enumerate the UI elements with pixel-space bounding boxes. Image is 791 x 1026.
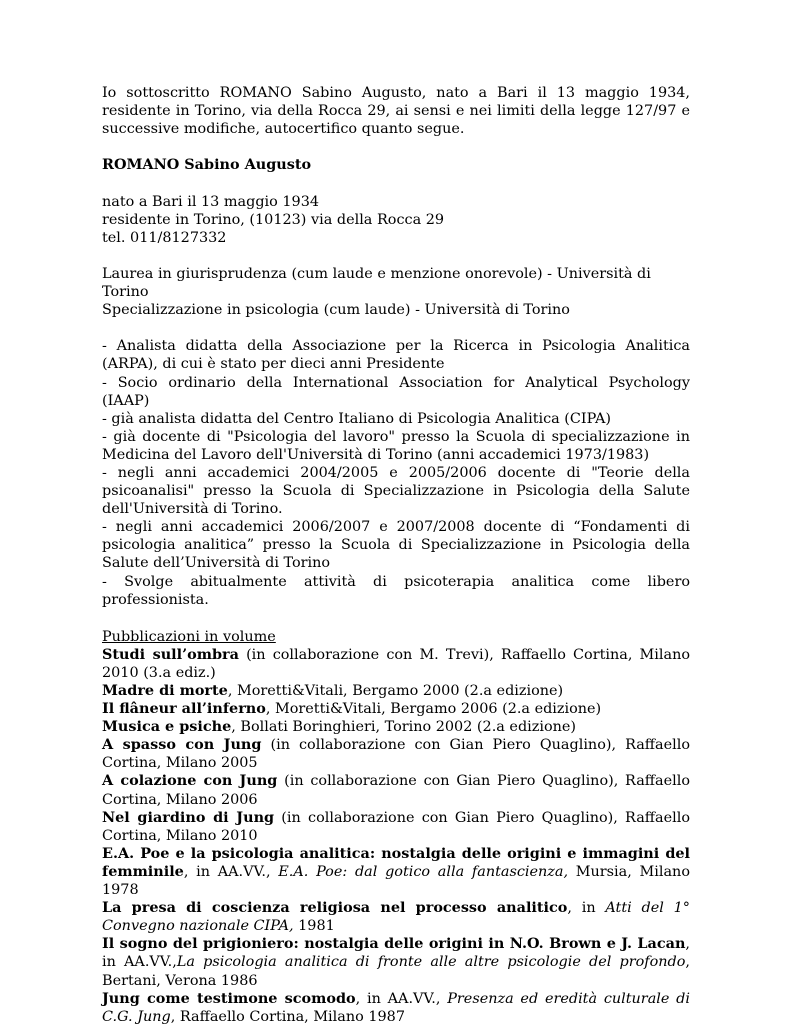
- activity-item: - già analista didatta del Centro Italiano di Psicologia Analitica (CIPA): [102, 410, 611, 427]
- publication-title: Jung come testimone scomodo: [102, 989, 356, 1007]
- activity-item: - negli anni accademici 2004/2005 e 2005/2006 docente di "Teorie della psicoanalisi" presso la Scuola di Specializzazione in Psicologia della Salute dell'Università di Torino.: [102, 464, 690, 518]
- publication-entry: Jung come testimone scomodo, in AA.VV., Presenza ed eredità culturale di C.G. Jung, Raffaello Cortina, Milano 1987: [102, 989, 690, 1025]
- publication-entry: A colazione con Jung (in collaborazione con Gian Piero Quaglino), Raffaello Cortina, Milano 2006: [102, 772, 690, 808]
- document-page: [102, 84, 690, 1026]
- publications-list: [102, 646, 690, 1026]
- activity-item: - Svolge abitualmente attività di psicoterapia analitica come libero professionista.: [102, 573, 690, 608]
- degree-law: Laurea in giurisprudenza (cum laude e menzione onorevole) - Università di Torino: [102, 265, 651, 301]
- name-heading: ROMANO Sabino Augusto: [102, 156, 312, 174]
- residence-line: residente in Torino, (10123) via della Rocca 29: [102, 211, 445, 228]
- publication-entry: Madre di morte, Moretti&Vitali, Bergamo 2000 (2.a edizione): [102, 682, 564, 699]
- publication-entry: Studi sull’ombra (in collaborazione con M. Trevi), Raffaello Cortina, Milano 2010 (3.a ediz.): [102, 645, 690, 681]
- publication-title: A spasso con Jung: [102, 736, 262, 754]
- publication-entry: Il flâneur all’inferno, Moretti&Vitali, Bergamo 2006 (2.a edizione): [102, 700, 602, 718]
- activity-item: - Socio ordinario della International Association for Analytical Psychology (IAAP): [102, 374, 690, 409]
- publication-entry: A spasso con Jung (in collaborazione con Gian Piero Quaglino), Raffaello Cortina, Milano 2005: [102, 736, 690, 772]
- publication-title: Musica e psiche: [102, 718, 232, 736]
- publication-entry: Nel giardino di Jung (in collaborazione con Gian Piero Quaglino), Raffaello Cortina, Milano 2010: [102, 808, 690, 844]
- publication-title: E.A. Poe e la psicologia analitica: nostalgia delle origini e immagini del femminile: [102, 844, 690, 880]
- phone-line: tel. 011/8127332: [102, 229, 227, 246]
- publication-title: Madre di morte: [102, 682, 228, 699]
- publication-title: Nel giardino di Jung: [102, 808, 275, 826]
- activity-item: - negli anni accademici 2006/2007 e 2007/2008 docente di “Fondamenti di psicologia analitica” presso la Scuola di Specializzazione in Psicologia della Salute dell’Università di Torino: [102, 519, 690, 572]
- degree-psychology: Specializzazione in psicologia (cum laude) - Università di Torino: [102, 302, 570, 319]
- publications-heading: Pubblicazioni in volume: [102, 628, 276, 645]
- publication-title: Studi sull’ombra: [102, 645, 239, 663]
- publication-entry: E.A. Poe e la psicologia analitica: nostalgia delle origini e immagini del femminile, in AA.VV., E.A. Poe: dal gotico alla fantascienza, Mursia, Milano 1978: [102, 844, 690, 899]
- intro-paragraph: Io sottoscritto ROMANO Sabino Augusto, nato a Bari il 13 maggio 1934, residente in Torino, via della Rocca 29, ai sensi e nei limiti della legge 127/97 e successive modifiche, autocertifico quanto segue.: [102, 85, 690, 138]
- publication-entry: Il sogno del prigioniero: nostalgia delle origini in N.O. Brown e J. Lacan, in AA.VV.,La psicologia analitica di fronte alle altre psicologie del profondo, Bertani, Verona 1986: [102, 935, 690, 989]
- activity-item: - già docente di "Psicologia del lavoro" presso la Scuola di specializzazione in Medicina del Lavoro dell'Università di Torino (anni accademici 1973/1983): [102, 428, 690, 463]
- publication-title: La presa di coscienza religiosa nel processo analitico: [102, 899, 568, 917]
- publication-title: Il sogno del prigioniero: nostalgia delle origini in N.O. Brown e J. Lacan: [102, 935, 686, 953]
- publication-entry: Musica e psiche, Bollati Boringhieri, Torino 2002 (2.a edizione): [102, 718, 577, 736]
- publication-entry: La presa di coscienza religiosa nel processo analitico, in Atti del 1° Convegno nazionale CIPA, 1981: [102, 899, 690, 935]
- activity-item: - Analista didatta della Associazione per la Ricerca in Psicologia Analitica (ARPA), di cui è stato per dieci anni Presidente: [102, 338, 690, 373]
- publication-title: A colazione con Jung: [102, 772, 278, 790]
- birth-line: nato a Bari il 13 maggio 1934: [102, 193, 320, 210]
- publication-title: Il flâneur all’inferno: [102, 700, 266, 718]
